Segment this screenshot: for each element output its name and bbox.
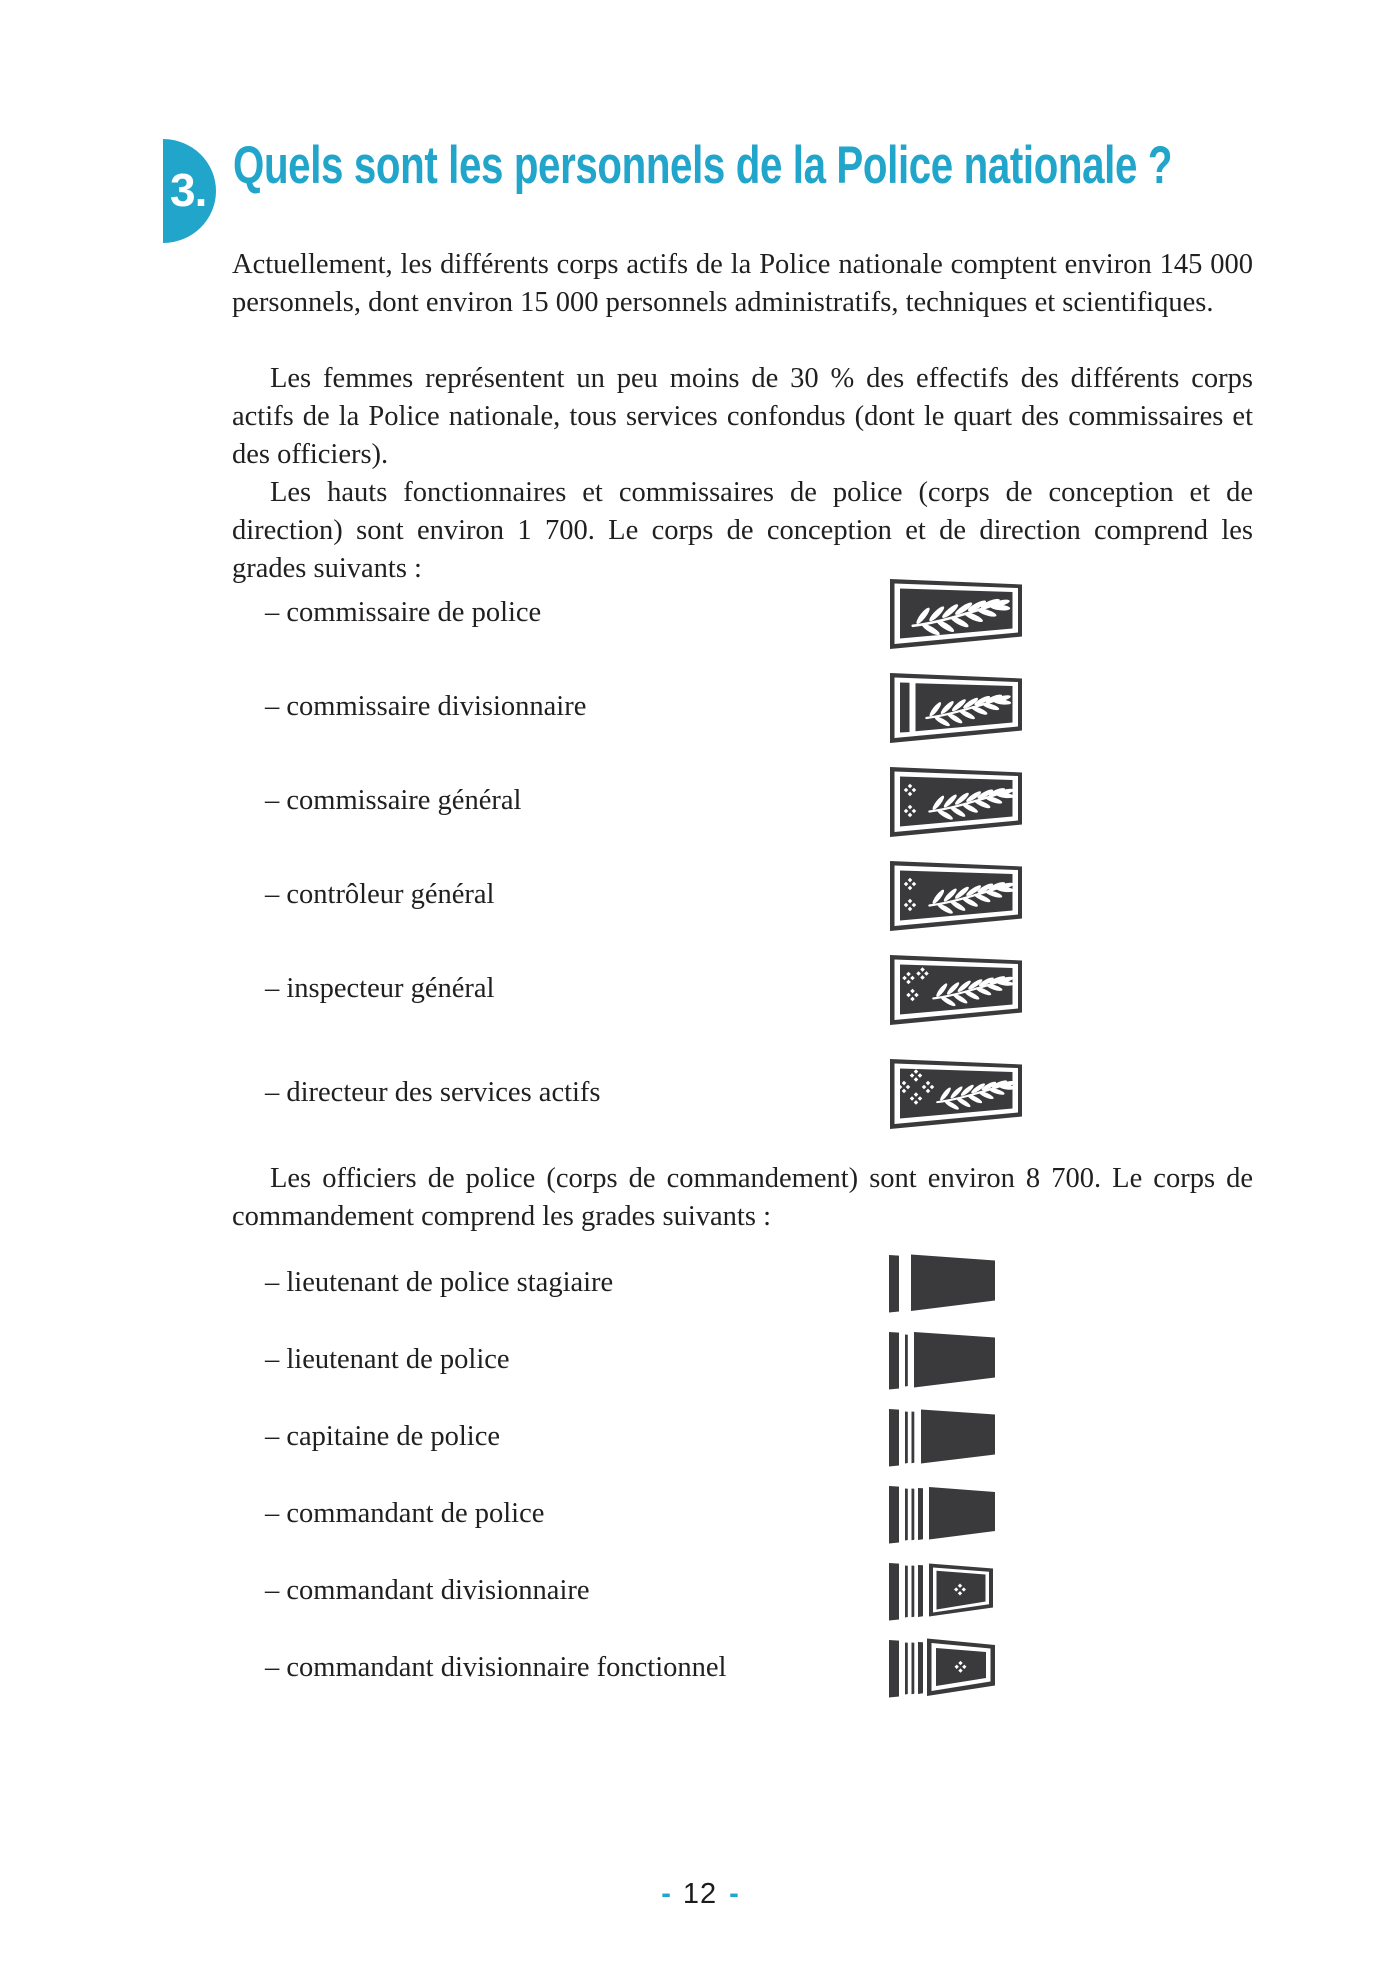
footer-left-dash: - — [661, 1878, 671, 1910]
grade-label: – inspecteur général — [265, 973, 495, 1004]
grade-row — [232, 1475, 1253, 1552]
grade-row — [232, 1552, 1253, 1629]
grade-row — [232, 566, 1253, 660]
paragraph-officiers: Les officiers de police (corps de commandement) sont environ 8 700. Le corps de commandement comprend les grades suivants : — [232, 1163, 1253, 1232]
insignia-commissaire-general — [888, 762, 1024, 840]
grade-label: – capitaine de police — [265, 1420, 501, 1452]
grade-row — [232, 942, 1253, 1036]
footer-right-dash: - — [729, 1878, 739, 1910]
grade-label: – commissaire général — [265, 785, 522, 816]
grade-label: – commandant divisionnaire fonctionnel — [265, 1651, 727, 1683]
insignia-commandant — [888, 1482, 1002, 1546]
insignia-commissaire-de-police — [888, 574, 1024, 652]
grade-label: – directeur des services actifs — [265, 1077, 601, 1108]
paragraph-femmes: Les femmes représentent un peu moins de 30 % des effectifs des différents corps actifs de la Police nationale, tous services confondus (dont le quart des commissaires et des officiers). — [232, 363, 1253, 470]
grade-row — [232, 1244, 1253, 1321]
insignia-capitaine — [888, 1405, 1002, 1469]
grade-row — [232, 1046, 1253, 1140]
grade-row — [232, 848, 1253, 942]
grade-label: – lieutenant de police — [265, 1343, 510, 1375]
insignia-inspecteur-general — [888, 950, 1024, 1028]
insignia-commissaire-divisionnaire — [888, 668, 1024, 746]
grade-label: – contrôleur général — [265, 879, 495, 910]
section-number-badge — [163, 139, 216, 243]
grade-row — [232, 660, 1253, 754]
paragraph-effectifs: Actuellement, les différents corps actifs de la Police nationale comptent environ 145 000 personnels, dont environ 15 000 personnels administratifs, techniques et scientifiques. — [232, 249, 1253, 318]
page-title — [233, 136, 1400, 197]
insignia-commandant-divisionnaire-fonctionnel — [888, 1636, 1002, 1700]
page-title-text: Quels sont les personnels de la Police nationale ? — [233, 136, 1173, 195]
grade-label: – commandant divisionnaire — [265, 1574, 590, 1606]
insignia-controleur-general — [888, 856, 1024, 934]
grade-row — [232, 1629, 1253, 1706]
grade-label: – lieutenant de police stagiaire — [265, 1266, 614, 1298]
insignia-directeur-services-actifs — [888, 1054, 1024, 1132]
commandement-grades-list — [232, 1244, 1253, 1706]
paragraph-hauts-fonctionnaires: Les hauts fonctionnaires et commissaires de police (corps de conception et de direction) sont environ 1 700. Le corps de conception et de direction comprend les grades suivants : — [232, 477, 1253, 584]
grade-row — [232, 754, 1253, 848]
grade-row — [232, 1398, 1253, 1475]
conception-grades-list — [232, 566, 1253, 1140]
page-footer — [0, 1878, 1400, 1911]
insignia-lieutenant — [888, 1328, 1002, 1392]
grade-label: – commandant de police — [265, 1497, 545, 1529]
grade-label: – commissaire divisionnaire — [265, 691, 587, 722]
insignia-lieutenant-stagiaire — [888, 1251, 1002, 1315]
grade-label: – commissaire de police — [265, 597, 542, 628]
insignia-commandant-divisionnaire — [888, 1559, 1002, 1623]
page-number: 12 — [682, 1878, 718, 1910]
grade-row — [232, 1321, 1253, 1398]
section-number: 3. — [170, 163, 207, 216]
